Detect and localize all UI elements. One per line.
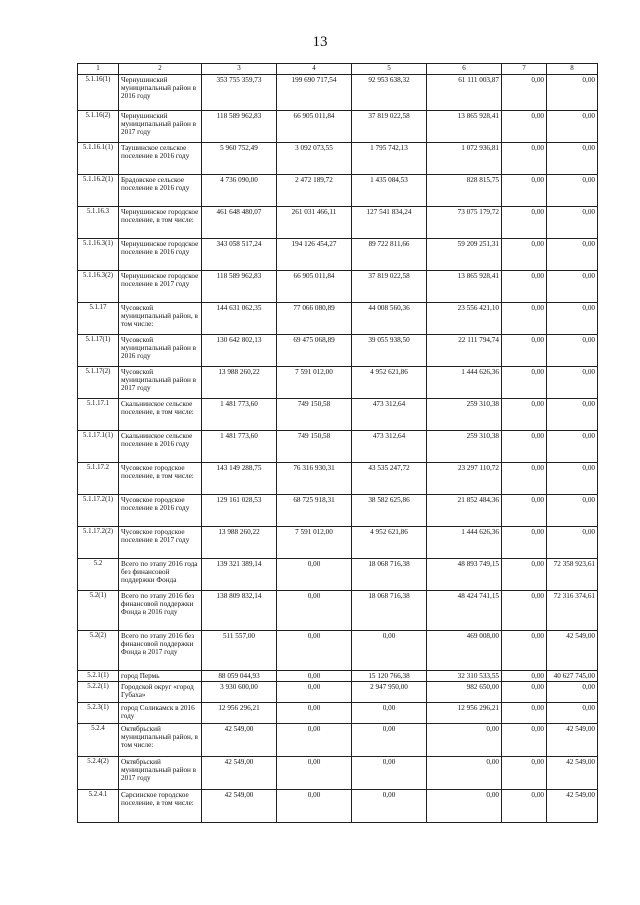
table-row	[78, 559, 598, 591]
value-col8: 0,00	[547, 703, 598, 724]
value-col6: 13 865 928,41	[427, 271, 502, 303]
value-col8: 0,00	[547, 207, 598, 239]
value-col4: 0,00	[277, 631, 352, 671]
value-col7: 0,00	[502, 790, 547, 823]
value-col3: 130 642 802,13	[202, 335, 277, 367]
value-col3: 42 549,00	[202, 757, 277, 790]
value-col6: 73 075 179,72	[427, 207, 502, 239]
value-col6: 23 556 421,10	[427, 303, 502, 335]
value-col5: 2 947 950,00	[352, 682, 427, 703]
value-col6: 469 008,00	[427, 631, 502, 671]
value-col5: 43 535 247,72	[352, 463, 427, 495]
name: город Соликамск в 2016 году	[119, 703, 202, 724]
table-row	[78, 591, 598, 631]
value-col4: 3 092 073,55	[277, 143, 352, 175]
value-col4: 749 150,58	[277, 431, 352, 463]
value-col7: 0,00	[502, 431, 547, 463]
value-col5: 0,00	[352, 631, 427, 671]
value-col4: 0,00	[277, 790, 352, 823]
table-body	[78, 75, 598, 823]
code: 5.2.3(1)	[78, 703, 119, 724]
value-col7: 0,00	[502, 75, 547, 111]
value-col6: 0,00	[427, 790, 502, 823]
value-col3: 118 589 962,83	[202, 111, 277, 143]
value-col7: 0,00	[502, 671, 547, 682]
code: 5.1.16(1)	[78, 75, 119, 111]
value-col3: 3 930 600,00	[202, 682, 277, 703]
code: 5.2.4	[78, 724, 119, 757]
name: город Пермь	[119, 671, 202, 682]
value-col4: 199 690 717,54	[277, 75, 352, 111]
value-col7: 0,00	[502, 724, 547, 757]
value-col6: 23 297 110,72	[427, 463, 502, 495]
table-row	[78, 399, 598, 431]
value-col4: 7 591 012,00	[277, 367, 352, 399]
name: Скальнинское сельское поселение в 2016 году	[119, 431, 202, 463]
code: 5.1.16.3(1)	[78, 239, 119, 271]
table-row	[78, 790, 598, 823]
value-col7: 0,00	[502, 559, 547, 591]
value-col4: 66 905 011,84	[277, 111, 352, 143]
value-col8: 0,00	[547, 175, 598, 207]
table-row	[78, 75, 598, 111]
table-row	[78, 239, 598, 271]
column-header: 5	[352, 64, 427, 75]
value-col4: 68 725 918,31	[277, 495, 352, 527]
value-col7: 0,00	[502, 335, 547, 367]
value-col6: 828 815,75	[427, 175, 502, 207]
value-col4: 0,00	[277, 724, 352, 757]
value-col4: 66 905 011,84	[277, 271, 352, 303]
value-col4: 0,00	[277, 559, 352, 591]
value-col8: 0,00	[547, 303, 598, 335]
value-col5: 37 819 022,58	[352, 111, 427, 143]
value-col3: 511 557,00	[202, 631, 277, 671]
value-col3: 1 481 773,60	[202, 399, 277, 431]
value-col5: 4 952 621,86	[352, 527, 427, 559]
code: 5.1.16.3(2)	[78, 271, 119, 303]
code: 5.1.17.2(2)	[78, 527, 119, 559]
code: 5.1.17	[78, 303, 119, 335]
name: Октябрьский муниципальный район, в том числе:	[119, 724, 202, 757]
value-col7: 0,00	[502, 631, 547, 671]
column-header: 1	[78, 64, 119, 75]
table-row	[78, 431, 598, 463]
name: Чусовской муниципальный район в 2016 году	[119, 335, 202, 367]
name: Чусовское городское поселение, в том числе:	[119, 463, 202, 495]
value-col8: 42 549,00	[547, 790, 598, 823]
code: 5.2.2(1)	[78, 682, 119, 703]
value-col7: 0,00	[502, 367, 547, 399]
table-row	[78, 335, 598, 367]
value-col8: 0,00	[547, 367, 598, 399]
value-col5: 18 068 716,38	[352, 591, 427, 631]
value-col7: 0,00	[502, 207, 547, 239]
value-col7: 0,00	[502, 239, 547, 271]
code: 5.1.17.1	[78, 399, 119, 431]
code: 5.1.16.3	[78, 207, 119, 239]
value-col5: 44 008 560,36	[352, 303, 427, 335]
table-row	[78, 367, 598, 399]
name: Чернушинский муниципальный район в 2016 году	[119, 75, 202, 111]
code: 5.2.4(2)	[78, 757, 119, 790]
value-col5: 39 055 938,50	[352, 335, 427, 367]
value-col5: 127 541 834,24	[352, 207, 427, 239]
value-col3: 5 960 752,49	[202, 143, 277, 175]
value-col5: 15 120 766,38	[352, 671, 427, 682]
value-col8: 0,00	[547, 463, 598, 495]
value-col8: 0,00	[547, 527, 598, 559]
column-header: 7	[502, 64, 547, 75]
value-col3: 13 988 260,22	[202, 367, 277, 399]
value-col6: 1 444 626,36	[427, 367, 502, 399]
table-row	[78, 724, 598, 757]
name: Таушинское сельское поселение в 2016 году	[119, 143, 202, 175]
code: 5.1.16(2)	[78, 111, 119, 143]
value-col3: 12 956 296,21	[202, 703, 277, 724]
value-col5: 1 795 742,13	[352, 143, 427, 175]
value-col3: 42 549,00	[202, 790, 277, 823]
table-row	[78, 682, 598, 703]
value-col4: 0,00	[277, 682, 352, 703]
name: Чернушинское городское поселение, в том числе:	[119, 207, 202, 239]
value-col7: 0,00	[502, 591, 547, 631]
value-col6: 32 310 533,55	[427, 671, 502, 682]
value-col4: 0,00	[277, 591, 352, 631]
value-col8: 0,00	[547, 271, 598, 303]
table-row	[78, 527, 598, 559]
value-col3: 4 736 090,00	[202, 175, 277, 207]
table-row	[78, 631, 598, 671]
value-col5: 37 819 022,58	[352, 271, 427, 303]
name: Чернушинское городское поселение в 2016 году	[119, 239, 202, 271]
value-col8: 0,00	[547, 399, 598, 431]
value-col7: 0,00	[502, 143, 547, 175]
table-row	[78, 271, 598, 303]
value-col8: 0,00	[547, 111, 598, 143]
value-col7: 0,00	[502, 303, 547, 335]
code: 5.1.16.1(1)	[78, 143, 119, 175]
budget-table	[77, 63, 598, 823]
code: 5.2(2)	[78, 631, 119, 671]
value-col7: 0,00	[502, 495, 547, 527]
value-col8: 42 549,00	[547, 724, 598, 757]
value-col8: 0,00	[547, 75, 598, 111]
name: Городской округ «город Губаха»	[119, 682, 202, 703]
value-col6: 48 893 749,15	[427, 559, 502, 591]
value-col4: 194 126 454,27	[277, 239, 352, 271]
value-col6: 61 111 003,87	[427, 75, 502, 111]
name: Всего по этапу 2016 года без финансовой поддержки Фонда	[119, 559, 202, 591]
value-col8: 0,00	[547, 143, 598, 175]
value-col8: 0,00	[547, 495, 598, 527]
table-row	[78, 703, 598, 724]
column-header: 8	[547, 64, 598, 75]
value-col6: 1 444 626,36	[427, 527, 502, 559]
name: Чусовской муниципальный район в 2017 году	[119, 367, 202, 399]
value-col4: 77 066 080,89	[277, 303, 352, 335]
value-col7: 0,00	[502, 757, 547, 790]
value-col5: 38 582 625,86	[352, 495, 427, 527]
value-col6: 13 865 928,41	[427, 111, 502, 143]
value-col5: 0,00	[352, 757, 427, 790]
value-col5: 0,00	[352, 790, 427, 823]
value-col7: 0,00	[502, 111, 547, 143]
page-number: 13	[312, 34, 328, 50]
value-col8: 72 358 923,61	[547, 559, 598, 591]
code: 5.1.17(2)	[78, 367, 119, 399]
value-col3: 353 755 359,73	[202, 75, 277, 111]
value-col4: 0,00	[277, 757, 352, 790]
value-col6: 259 310,38	[427, 399, 502, 431]
value-col5: 473 312,64	[352, 399, 427, 431]
value-col5: 18 068 716,38	[352, 559, 427, 591]
value-col6: 12 956 296,21	[427, 703, 502, 724]
value-col7: 0,00	[502, 527, 547, 559]
code: 5.2.4.1	[78, 790, 119, 823]
value-col8: 0,00	[547, 682, 598, 703]
value-col5: 92 953 638,32	[352, 75, 427, 111]
column-header: 4	[277, 64, 352, 75]
column-number-row	[78, 64, 598, 75]
code: 5.1.17(1)	[78, 335, 119, 367]
name: Брадовское сельское поселение в 2016 году	[119, 175, 202, 207]
value-col8: 40 627 745,00	[547, 671, 598, 682]
value-col8: 72 316 374,61	[547, 591, 598, 631]
value-col4: 7 591 012,00	[277, 527, 352, 559]
value-col3: 129 161 028,53	[202, 495, 277, 527]
table-row	[78, 175, 598, 207]
table-row	[78, 111, 598, 143]
value-col8: 42 549,00	[547, 631, 598, 671]
value-col7: 0,00	[502, 682, 547, 703]
value-col7: 0,00	[502, 703, 547, 724]
value-col6: 0,00	[427, 724, 502, 757]
value-col3: 118 589 962,83	[202, 271, 277, 303]
name: Чусовское городское поселение в 2016 году	[119, 495, 202, 527]
name: Всего по этапу 2016 без финансовой поддержки Фонда в 2017 году	[119, 631, 202, 671]
table-row	[78, 671, 598, 682]
value-col5: 473 312,64	[352, 431, 427, 463]
value-col3: 1 481 773,60	[202, 431, 277, 463]
value-col4: 2 472 189,72	[277, 175, 352, 207]
value-col6: 259 310,38	[427, 431, 502, 463]
name: Чусовской муниципальный район, в том числе:	[119, 303, 202, 335]
code: 5.2.1(1)	[78, 671, 119, 682]
value-col3: 143 149 288,75	[202, 463, 277, 495]
value-col5: 0,00	[352, 724, 427, 757]
value-col6: 1 072 936,81	[427, 143, 502, 175]
value-col3: 139 321 389,14	[202, 559, 277, 591]
value-col4: 261 031 466,11	[277, 207, 352, 239]
table-row	[78, 207, 598, 239]
value-col3: 138 809 832,14	[202, 591, 277, 631]
value-col7: 0,00	[502, 271, 547, 303]
name: Чернушинский муниципальный район в 2017 году	[119, 111, 202, 143]
value-col6: 48 424 741,15	[427, 591, 502, 631]
value-col5: 4 952 621,86	[352, 367, 427, 399]
value-col4: 749 150,58	[277, 399, 352, 431]
code: 5.1.16.2(1)	[78, 175, 119, 207]
value-col8: 0,00	[547, 335, 598, 367]
table-row	[78, 303, 598, 335]
code: 5.2(1)	[78, 591, 119, 631]
name: Чернушинское городское поселение в 2017 году	[119, 271, 202, 303]
value-col3: 343 058 517,24	[202, 239, 277, 271]
value-col8: 42 549,00	[547, 757, 598, 790]
value-col7: 0,00	[502, 399, 547, 431]
table-row	[78, 463, 598, 495]
value-col4: 69 475 068,89	[277, 335, 352, 367]
table-row	[78, 757, 598, 790]
value-col3: 42 549,00	[202, 724, 277, 757]
code: 5.1.17.2(1)	[78, 495, 119, 527]
value-col8: 0,00	[547, 431, 598, 463]
value-col4: 76 316 930,31	[277, 463, 352, 495]
value-col6: 0,00	[427, 757, 502, 790]
table-row	[78, 495, 598, 527]
name: Скальнинское сельское поселение, в том числе:	[119, 399, 202, 431]
value-col6: 982 650,00	[427, 682, 502, 703]
value-col8: 0,00	[547, 239, 598, 271]
code: 5.1.17.2	[78, 463, 119, 495]
value-col4: 0,00	[277, 703, 352, 724]
value-col5: 1 435 084,53	[352, 175, 427, 207]
name: Октябрьский муниципальный район в 2017 году	[119, 757, 202, 790]
value-col5: 89 722 811,66	[352, 239, 427, 271]
code: 5.2	[78, 559, 119, 591]
value-col6: 21 852 484,36	[427, 495, 502, 527]
column-header: 6	[427, 64, 502, 75]
name: Всего по этапу 2016 без финансовой поддержки Фонда в 2016 году	[119, 591, 202, 631]
name: Чусовское городское поселение в 2017 году	[119, 527, 202, 559]
value-col3: 144 631 062,35	[202, 303, 277, 335]
value-col3: 88 059 044,93	[202, 671, 277, 682]
value-col3: 13 988 260,22	[202, 527, 277, 559]
table-row	[78, 143, 598, 175]
value-col5: 0,00	[352, 703, 427, 724]
value-col7: 0,00	[502, 175, 547, 207]
column-header: 3	[202, 64, 277, 75]
name: Сарсинское городское поселение, в том числе:	[119, 790, 202, 823]
value-col6: 59 209 251,31	[427, 239, 502, 271]
value-col3: 461 648 480,07	[202, 207, 277, 239]
value-col7: 0,00	[502, 463, 547, 495]
column-header: 2	[119, 64, 202, 75]
code: 5.1.17.1(1)	[78, 431, 119, 463]
value-col6: 22 111 794,74	[427, 335, 502, 367]
value-col4: 0,00	[277, 671, 352, 682]
